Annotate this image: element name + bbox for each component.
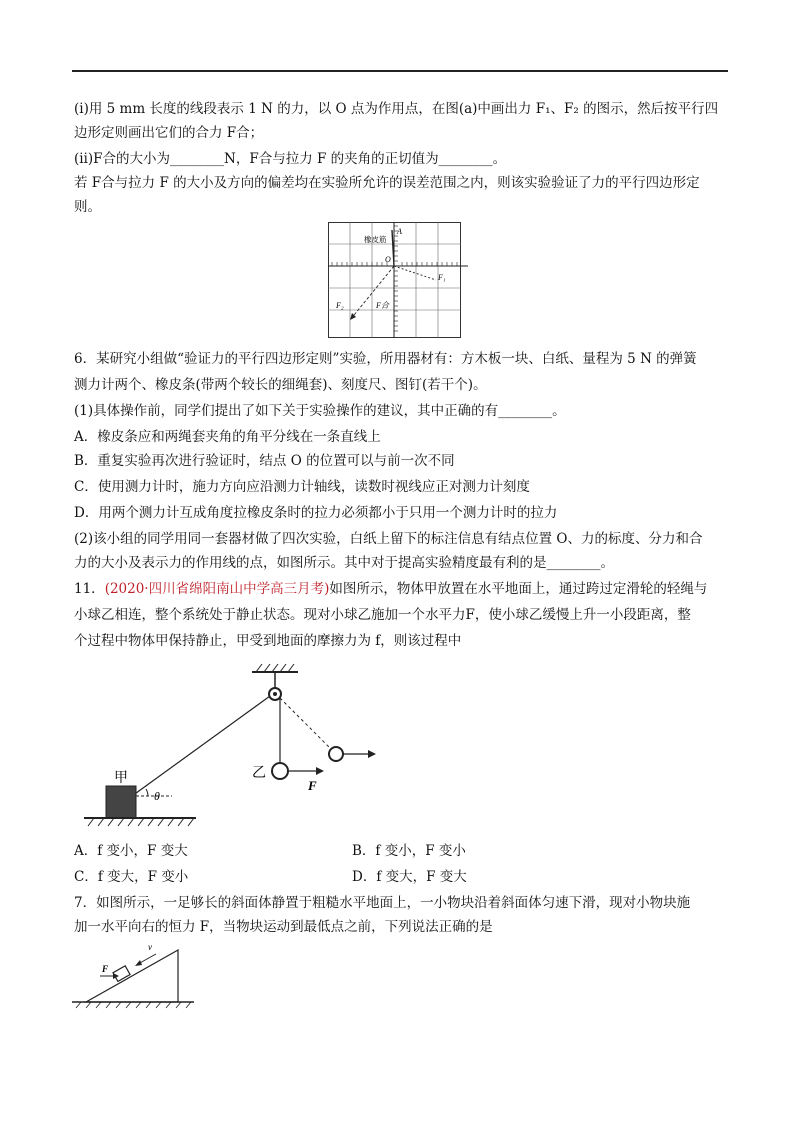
force-f1-line [394,266,436,280]
q11-source: (2020·四川省绵阳南山中学高三月考) [104,581,330,597]
q11-stem-line-2: 小球乙相连，整个系统处于静止状态。现对小球乙施加一个水平力F，使小球乙缓慢上升一小段距离，整 [74,607,691,623]
q7-stem-line-2: 加一水平向右的恒力 F，当物块运动到最低点之前，下列说法正确的是 [74,919,493,935]
header-rule [72,70,728,72]
jia-label: 甲 [114,771,128,786]
q6-stem-line-1: 6．某研究小组做“验证力的平行四边形定则”实验，所用器材有：方木板一块、白纸、量程为 5 N 的弹簧 [74,351,697,367]
ball-yi [272,763,288,779]
f2-label: F₂ [336,301,344,310]
q6-stem-line-2: 测力计两个、橡皮条(带两个较长的细绳套)、刻度尺、图钉(若干个)。 [74,377,487,393]
part-i-line-2: 边形定则画出它们的合力 F合； [74,125,264,141]
point-a-label: A [397,227,402,236]
q6-option-a: A．橡皮条应和两绳套夹角的角平分线在一条直线上 [74,429,381,445]
q11-stem-first: 如图所示，物体甲放置在水平地面上，通过跨过定滑轮的轻绳与 [329,581,708,597]
q7-f-label: F [102,964,109,974]
force-f-label: F [308,778,317,793]
conclusion-line-1: 若 F合与拉力 F 的大小及方向的偏差均在实验所允许的误差范围之内，则该实验验证了力的平行四边形定 [74,175,700,191]
ball-yi-moved [329,747,343,761]
q11-number: 11． [74,581,105,597]
point-o-label: O [385,255,391,264]
rubber-band-label: 橡皮筋 [364,235,387,244]
q11-pulley-figure [76,656,396,836]
f1-label: F₁ [438,273,446,282]
q6-sub1: (1)具体操作前，同学们提出了如下关于实验操作的建议，其中正确的有________。 [74,403,566,419]
q6-option-d: D．用两个测力计互成角度拉橡皮条时的拉力必须都小于只用一个测力计时的拉力 [74,505,558,521]
q7-incline-figure [72,940,202,1020]
conclusion-line-2: 则。 [74,199,101,215]
q11-option-a: A．f 变小，F 变大 [74,843,188,859]
q11-option-b: B．f 变小，F 变小 [352,843,466,859]
figure-a-grid [328,222,468,340]
q11-stem-line-1 [74,580,707,598]
q6-sub2-line-1: (2)该小组的同学用同一套器材做了四次实验，白纸上留下的标注信息有结点位置 O、力的标度、分力和合 [74,531,703,547]
fhe-label: F合 [376,301,389,310]
q6-option-c: C．使用测力计时，施力方向应沿测力计轴线，读数时视线应正对测力计刻度 [74,479,530,495]
theta-label: θ [154,789,160,803]
q11-stem-line-3: 个过程中物体甲保持静止，甲受到地面的摩擦力为 f，则该过程中 [74,633,462,649]
q6-sub2-line-2: 力的大小及表示力的作用线的点，如图所示。其中对于提高实验精度最有利的是________。 [74,555,614,571]
q7-stem-line-1: 7．如图所示，一足够长的斜面体静置于粗糙水平地面上，一小物块沿着斜面体匀速下滑，现对小物块施 [74,895,691,911]
yi-label: 乙 [252,766,266,781]
q6-option-b: B．重复实验再次进行验证时，结点 O 的位置可以与前一次不同 [74,453,455,469]
q11-option-d: D．f 变大，F 变大 [352,869,467,885]
q7-v-label: v [148,942,152,952]
block-jia [106,786,136,818]
part-ii-line: (ⅱ)F合的大小为________N，F合与拉力 F 的夹角的正切值为________。 [74,151,507,167]
part-i-line-1: (ⅰ)用 5 mm 长度的线段表示 1 N 的力，以 O 点为作用点，在图(a)中画出力 F₁、F₂ 的图示，然后按平行四 [74,101,719,117]
q11-option-c: C．f 变大，F 变小 [74,869,189,885]
